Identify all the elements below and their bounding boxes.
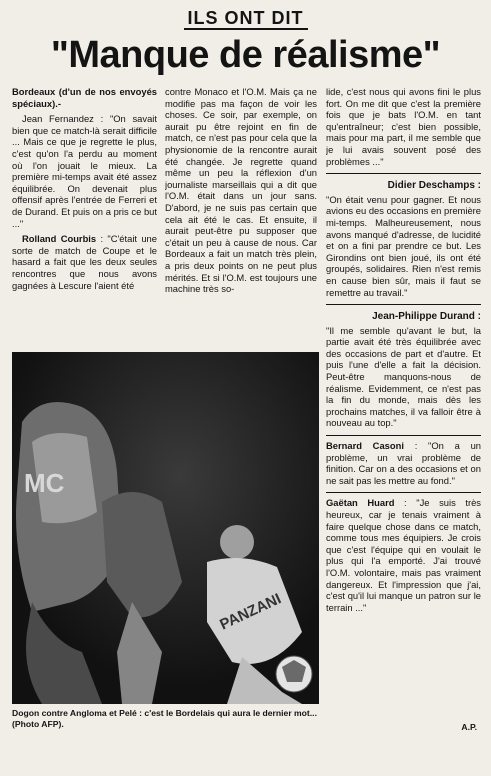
- quote-text: "C'était une sorte de match de Coupe et le hasard a fait que les deux seules rencontres que nous avons gagnées à Lescure l'aient été: [12, 233, 157, 291]
- quote-huard: Gaëtan Huard : "Je suis très heureux, car je tenais vraiment à faire quelque chose dans ce match, comme tous mes équipiers. Je crois que c'est l'équipe qui en voulait le plus qui l'a emporté. J'ai trouvé l'O.M. volontaire, mais pas vraiment dangereux. Et l'impression que j'ai, c'est qu'il lui manque un patron sur le terrain ...": [326, 497, 481, 613]
- speaker-durand: Jean-Philippe Durand: [372, 311, 475, 323]
- speaker-name: Jean-Philippe Durand :: [372, 311, 481, 323]
- divider: [326, 435, 481, 436]
- quote-text: "Je suis très heureux, car je tenais vraiment à faire quelque chose dans ce match, comme tous mes équipiers. Je crois que c'est l'équipe qui en voulait le plus qui l'a emporté. J'ai trouvé l'O.M. volontaire, mais pas vraiment dangereux. Et l'impression que j'ai, c'est qu'il lui manque un patron sur le terrain ...": [326, 497, 481, 613]
- divider: [326, 173, 481, 174]
- quote-fernandez: Jean Fernandez : "On savait bien que ce match-là serait difficile ... Mais ce que je regrette le plus, c'est qu'on l'a perdu au moment où l'on jouait le mieux. La première mi-temps avait été assez équilibrée. On devenait plus offensif après l'entrée de Ferreri et de Durand. Et puis on a pris ce but ...": [12, 113, 157, 229]
- speaker-huard: Gaëtan Huard: [326, 497, 395, 509]
- quote-courbis-cont: contre Monaco et l'O.M. Mais ça ne modifie pas ma façon de voir les choses. Ce soir, par exemple, on aurait pu être rejoint en fin de match, ce n'est pas pour cela que la physionomie de la rencontre aurait été changée. Je regrette quand même un peu la réflexion d'un journaliste marseillais qui a dit que l'O.M. était dans un jour sans. D'abord, je ne suis pas certain que cela ait été le cas. Et ensuite, il aurait peut-être pu supposer que c'était un peu à cause de nous. Car Bordeaux a fait un match très plein, a pris deux points on ne peut plus mérités. Et si l'O.M. est toujours une machine très so-: [165, 86, 317, 295]
- column-3: [326, 86, 481, 776]
- speaker-name: Rolland Courbis: [22, 233, 97, 245]
- column-1: [12, 86, 157, 346]
- dateline: Bordeaux (d'un de nos envoyés spéciaux).-: [12, 86, 157, 109]
- divider: [326, 492, 481, 493]
- photo-caption: Dogon contre Angloma et Pelé : c'est le Bordelais qui aura le dernier mot... (Photo AFP).: [12, 708, 317, 729]
- quote-text: "On savait bien que ce match-là serait difficile ... Mais ce que je regrette le plus, c'est qu'on l'a perdu au moment où l'on jouait le mieux. La première mi-temps avait été assez équilibrée. On devenait plus offensif après l'entrée de Ferreri et de Durand. Et puis on a pris ce but ...": [12, 113, 157, 229]
- match-photo: [12, 352, 319, 704]
- photo-illustration: [12, 352, 319, 704]
- quote-courbis-end: lide, c'est nous qui avons fini le plus fort. On me dit que c'est la première fois que je bats l'O.M. en tant qu'entraîneur; c'est bien possible, mais pour ma part, il me semble que je lui avais souvent posé des problèmes ...": [326, 86, 481, 167]
- column-2: [165, 86, 317, 346]
- quote-casoni: Bernard Casoni : "On a un problème, un vrai problème de finition. Car on a des occasions et on ne sait pas les mettre au fond.": [326, 440, 481, 486]
- speaker-casoni: Bernard Casoni: [326, 440, 404, 452]
- kicker-text: ILS ONT DIT: [184, 8, 308, 30]
- quote-text: "On a un problème, un vrai problème de finition. Car on a des occasions et on ne sait pas les mettre au fond.": [326, 440, 481, 486]
- quote-deschamps: "On était venu pour gagner. Et nous avions eu des occasions en première mi-temps. Malheureusement, nous avons manqué d'adresse, de lucidité et on a fini par prendre ce but. Les Girondins ont bien joué, ils ont été groupés, solidaires. Rien n'est remis en cause bien sûr, mais il faut se remettre au travail.": [326, 193, 481, 298]
- speaker-deschamps: Didier Deschamps: [387, 180, 475, 192]
- section-kicker: [0, 8, 491, 29]
- headline: "Manque de réalisme": [50, 34, 441, 76]
- jersey-letters: MC: [24, 468, 65, 498]
- quote-courbis-start: Rolland Courbis : "C'était une sorte de match de Coupe et le hasard a fait que les deux seules rencontres que nous avons gagnées à Lescure l'aient été: [12, 233, 157, 291]
- author-credit: A.P.: [461, 722, 477, 732]
- speaker-name: Jean Fernandez: [22, 113, 94, 125]
- quote-durand: "Il me semble qu'avant le but, la partie avait été très équilibrée avec des occasions de part et d'autre. Et puis l'une d'elle a fait la décision. Peut-être manquons-nous de réalisme. Evidemment, ce n'est pas la fin du monde, mais dès les prochains matches, il va falloir être à nouveau au top.": [326, 324, 481, 429]
- divider: [326, 304, 481, 305]
- speaker-name: Didier Deschamps :: [387, 180, 481, 192]
- jersey-sponsor: PANZANI: [217, 590, 284, 634]
